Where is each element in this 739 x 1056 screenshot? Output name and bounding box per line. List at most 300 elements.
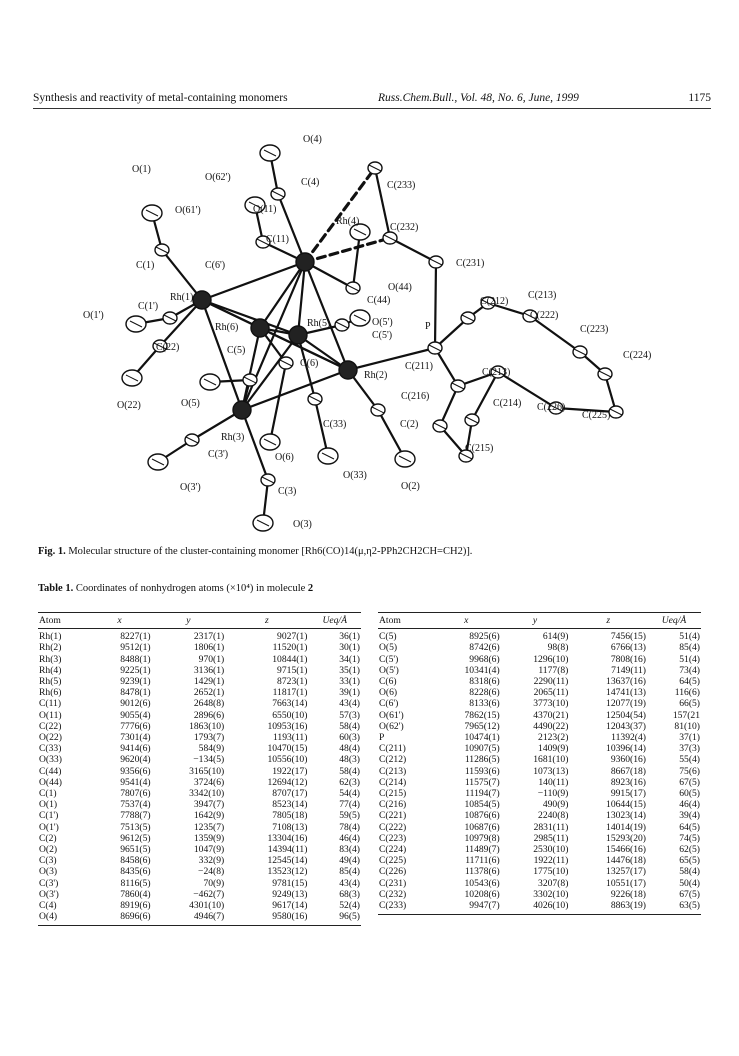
table-row bbox=[38, 642, 361, 653]
table-row bbox=[38, 777, 361, 788]
cell-atom: O(44) bbox=[39, 776, 62, 788]
cell-ueq: 37(1) bbox=[679, 732, 700, 744]
cell-y: 4490(22) bbox=[533, 720, 569, 732]
cell-ueq: 96(5) bbox=[339, 911, 360, 923]
figure-caption-text: Molecular structure of the cluster-containing monomer [Rh6(CO)14(μ,η2-PPh2CH2CH=CH2)]. bbox=[68, 546, 473, 557]
cell-y: 2652(1) bbox=[193, 687, 225, 699]
atom-label: O(2) bbox=[401, 481, 420, 492]
cell-atom: O(5') bbox=[379, 664, 399, 676]
cell-z: 10551(17) bbox=[606, 877, 646, 889]
cell-ueq: 65(5) bbox=[679, 855, 700, 867]
table-row bbox=[378, 822, 701, 833]
table-row bbox=[378, 866, 701, 877]
table-row bbox=[38, 866, 361, 877]
cell-ueq: 39(1) bbox=[339, 687, 360, 699]
atom-label: O(3') bbox=[180, 482, 201, 493]
cell-y: 1681(10) bbox=[533, 754, 569, 766]
cell-y: 98(8) bbox=[547, 642, 569, 654]
cell-x: 9512(1) bbox=[120, 642, 151, 654]
atom-label: Rh(4) bbox=[336, 216, 360, 227]
cell-ueq: 30(1) bbox=[339, 642, 360, 654]
cell-ueq: 49(4) bbox=[339, 855, 360, 867]
cell-ueq: 60(3) bbox=[339, 732, 360, 744]
cell-x: 11711(6) bbox=[465, 855, 500, 867]
molecular-structure-figure bbox=[60, 120, 680, 540]
cell-ueq: 75(6) bbox=[679, 765, 700, 777]
cell-z: 9027(1) bbox=[277, 631, 308, 643]
cell-x: 8435(6) bbox=[120, 866, 151, 878]
atom-label: C(6') bbox=[205, 260, 226, 271]
cell-atom: C(3') bbox=[39, 877, 59, 889]
cell-z: 12545(14) bbox=[267, 855, 308, 867]
cell-x: 7513(5) bbox=[120, 821, 151, 833]
cell-y: 1793(7) bbox=[193, 732, 225, 744]
table-row bbox=[378, 878, 701, 889]
rh-atom-ellipsoid bbox=[233, 401, 251, 419]
cell-ueq: 67(5) bbox=[679, 888, 700, 900]
cell-z: 1922(17) bbox=[272, 765, 308, 777]
atom-label: O(6) bbox=[275, 452, 294, 463]
cell-atom: C(231) bbox=[379, 877, 407, 889]
cell-ueq: 48(4) bbox=[339, 743, 360, 755]
cell-x: 8458(6) bbox=[120, 855, 151, 867]
cell-y: 1047(9) bbox=[193, 844, 225, 856]
figure-caption bbox=[38, 546, 472, 557]
cell-x: 7776(6) bbox=[120, 720, 151, 732]
atom-label: C(226) bbox=[537, 402, 566, 413]
bond-line bbox=[375, 168, 390, 238]
col-ueq: Ueq/Å bbox=[308, 613, 361, 629]
atom-label: C(5') bbox=[372, 330, 393, 341]
cell-x: 7301(4) bbox=[120, 732, 151, 744]
cell-z: 10556(10) bbox=[267, 754, 308, 766]
cell-x: 10543(6) bbox=[464, 877, 500, 889]
cell-y: 4026(10) bbox=[533, 900, 569, 912]
cell-z: 14014(19) bbox=[606, 821, 646, 833]
cell-ueq: 116(6) bbox=[674, 687, 700, 699]
cell-x: 8478(1) bbox=[120, 687, 151, 699]
bond-line bbox=[435, 262, 436, 348]
cell-atom: Rh(2) bbox=[39, 642, 62, 654]
coordinates-table-left bbox=[38, 612, 361, 926]
cell-y: 1922(11) bbox=[533, 855, 569, 867]
cell-ueq: 73(4) bbox=[679, 664, 700, 676]
cell-ueq: 68(3) bbox=[339, 888, 360, 900]
cell-z: 6766(13) bbox=[610, 642, 646, 654]
cell-x: 9651(5) bbox=[120, 844, 151, 856]
atom-label: C(214) bbox=[493, 398, 522, 409]
cell-atom: C(216) bbox=[379, 799, 407, 811]
cell-y: 3724(6) bbox=[193, 776, 225, 788]
bond-line bbox=[390, 238, 436, 262]
cell-atom: O(5) bbox=[379, 642, 398, 654]
cell-atom: C(232) bbox=[379, 888, 407, 900]
cell-ueq: 74(5) bbox=[679, 832, 700, 844]
cell-atom: Rh(4) bbox=[39, 664, 62, 676]
cell-y: 1775(10) bbox=[533, 866, 569, 878]
cell-y: 1235(7) bbox=[193, 821, 225, 833]
cell-x: 9612(5) bbox=[120, 832, 151, 844]
table-row bbox=[378, 676, 701, 687]
header-section-title: Synthesis and reactivity of metal-containing monomers bbox=[33, 92, 288, 104]
cell-z: 9915(17) bbox=[610, 788, 646, 800]
atom-label: C(224) bbox=[623, 350, 652, 361]
cell-atom: O(4) bbox=[39, 911, 58, 923]
cell-atom: C(226) bbox=[379, 866, 407, 878]
bond-line bbox=[260, 262, 305, 328]
atom-label: P bbox=[425, 321, 431, 332]
atom-label: Rh(2) bbox=[364, 370, 388, 381]
cell-y: 1177(8) bbox=[538, 664, 569, 676]
table-row bbox=[38, 810, 361, 821]
cell-ueq: 58(4) bbox=[679, 866, 700, 878]
cell-x: 9356(6) bbox=[120, 765, 151, 777]
cell-z: 8523(14) bbox=[272, 799, 308, 811]
cell-atom: C(3) bbox=[39, 855, 57, 867]
cell-ueq: 62(3) bbox=[339, 776, 360, 788]
cell-x: 10474(1) bbox=[464, 732, 500, 744]
cell-x: 10208(6) bbox=[464, 888, 500, 900]
table-caption-ref: 2 bbox=[307, 583, 314, 594]
atom-label: O(44) bbox=[388, 282, 412, 293]
atom-label: C(222) bbox=[530, 310, 559, 321]
cell-x: 7860(4) bbox=[120, 888, 151, 900]
cell-z: 15293(20) bbox=[606, 832, 646, 844]
cell-z: 7808(16) bbox=[610, 653, 646, 665]
cell-x: 8318(6) bbox=[469, 676, 500, 688]
col-x: x bbox=[432, 613, 501, 629]
cell-z: 13523(12) bbox=[267, 866, 308, 878]
cell-z: 8723(1) bbox=[277, 676, 308, 688]
cell-atom: C(44) bbox=[39, 765, 62, 777]
table-row bbox=[378, 629, 701, 643]
cell-ueq: 81(10) bbox=[674, 720, 700, 732]
cell-ueq: 46(4) bbox=[679, 799, 700, 811]
col-z: z bbox=[225, 613, 308, 629]
cell-z: 10396(14) bbox=[606, 743, 646, 755]
table-row bbox=[378, 754, 701, 765]
cell-y: 584(9) bbox=[198, 743, 225, 755]
table-row bbox=[38, 743, 361, 754]
cell-ueq: 85(4) bbox=[679, 642, 700, 654]
atom-label: O(5') bbox=[372, 317, 393, 328]
cell-z: 8923(16) bbox=[610, 776, 646, 788]
table-row bbox=[378, 642, 701, 653]
cell-y: 2123(2) bbox=[538, 732, 569, 744]
cell-x: 7807(6) bbox=[120, 788, 151, 800]
cell-y: 332(9) bbox=[198, 855, 225, 867]
cell-z: 8667(18) bbox=[610, 765, 646, 777]
cell-y: 3773(10) bbox=[533, 698, 569, 710]
table-row bbox=[378, 889, 701, 900]
cell-z: 15466(16) bbox=[606, 844, 646, 856]
table-row bbox=[378, 844, 701, 855]
col-ueq: Ueq/Å bbox=[647, 613, 701, 629]
cell-z: 7663(14) bbox=[272, 698, 308, 710]
cell-z: 10953(16) bbox=[267, 720, 308, 732]
atom-label: C(2) bbox=[400, 419, 419, 430]
cell-atom: C(1) bbox=[39, 788, 57, 800]
cell-ueq: 83(4) bbox=[339, 844, 360, 856]
atom-label: C(216) bbox=[401, 391, 430, 402]
cell-ueq: 46(4) bbox=[339, 832, 360, 844]
cell-z: 9226(18) bbox=[610, 888, 646, 900]
cell-z: 7456(15) bbox=[610, 631, 646, 643]
cell-atom: C(2) bbox=[39, 832, 57, 844]
table-row bbox=[378, 698, 701, 709]
table-row bbox=[378, 687, 701, 698]
cell-x: 7965(12) bbox=[464, 720, 500, 732]
atom-label: C(212) bbox=[480, 296, 509, 307]
cell-atom: C(6) bbox=[379, 676, 397, 688]
cell-x: 7862(15) bbox=[464, 709, 500, 721]
cell-ueq: 36(1) bbox=[339, 631, 360, 643]
table-row bbox=[38, 889, 361, 900]
table-row bbox=[378, 833, 701, 844]
cell-ueq: 51(4) bbox=[679, 653, 700, 665]
cell-atom: O(6) bbox=[379, 687, 398, 699]
table-header-row bbox=[38, 613, 361, 629]
cell-y: 2530(10) bbox=[533, 844, 569, 856]
cell-atom: C(6') bbox=[379, 698, 399, 710]
cell-atom: C(224) bbox=[379, 844, 407, 856]
cell-x: 8227(1) bbox=[120, 631, 151, 643]
cell-x: 9055(4) bbox=[120, 709, 151, 721]
atom-label: C(232) bbox=[390, 222, 419, 233]
cell-x: 8116(5) bbox=[120, 877, 151, 889]
cell-y: 1642(9) bbox=[193, 810, 225, 822]
cell-ueq: 43(4) bbox=[339, 877, 360, 889]
cell-ueq: 59(5) bbox=[339, 810, 360, 822]
cell-y: 3165(10) bbox=[189, 765, 225, 777]
cell-ueq: 58(4) bbox=[339, 720, 360, 732]
atom-label: C(44) bbox=[367, 295, 391, 306]
table-row bbox=[378, 900, 701, 911]
cell-y: −110(9) bbox=[537, 788, 569, 800]
cell-atom: O(3) bbox=[39, 866, 58, 878]
cell-y: −462(7) bbox=[193, 888, 225, 900]
atom-label: Rh(1) bbox=[170, 292, 194, 303]
cell-z: 1193(11) bbox=[272, 732, 308, 744]
cell-z: 10844(1) bbox=[272, 653, 308, 665]
cell-ueq: 157(21 bbox=[672, 709, 700, 721]
table-row bbox=[38, 900, 361, 911]
cell-atom: O(22) bbox=[39, 732, 62, 744]
cell-ueq: 64(5) bbox=[679, 676, 700, 688]
cell-z: 11392(4) bbox=[611, 732, 646, 744]
cell-z: 9360(16) bbox=[610, 754, 646, 766]
cell-y: 2317(1) bbox=[193, 631, 225, 643]
cell-atom: C(11) bbox=[39, 698, 62, 710]
cell-x: 11378(6) bbox=[464, 866, 500, 878]
cell-x: 9541(4) bbox=[120, 776, 151, 788]
cell-ueq: 60(5) bbox=[679, 788, 700, 800]
cell-ueq: 78(4) bbox=[339, 821, 360, 833]
atom-label: C(22) bbox=[156, 342, 180, 353]
cell-atom: O(3') bbox=[39, 888, 59, 900]
cell-z: 7805(18) bbox=[272, 810, 308, 822]
cell-x: 10876(6) bbox=[464, 810, 500, 822]
cell-y: 2648(8) bbox=[193, 698, 225, 710]
atom-label: O(1') bbox=[83, 310, 104, 321]
table-header-row bbox=[378, 613, 701, 629]
running-header bbox=[33, 92, 711, 108]
cell-x: 8488(1) bbox=[120, 653, 151, 665]
cell-x: 11489(7) bbox=[464, 844, 500, 856]
cell-atom: C(5') bbox=[379, 653, 399, 665]
cell-z: 9580(16) bbox=[272, 911, 308, 923]
cell-z: 13637(16) bbox=[606, 676, 646, 688]
cell-y: 1806(1) bbox=[193, 642, 225, 654]
atom-label: C(3') bbox=[208, 449, 229, 460]
table-row bbox=[38, 766, 361, 777]
table-bottom-rule bbox=[378, 911, 701, 915]
cell-ueq: 67(5) bbox=[679, 776, 700, 788]
cell-ueq: 85(4) bbox=[339, 866, 360, 878]
cell-z: 10644(15) bbox=[606, 799, 646, 811]
cell-ueq: 54(4) bbox=[339, 788, 360, 800]
cell-x: 9968(6) bbox=[469, 653, 500, 665]
cell-y: 2240(8) bbox=[538, 810, 569, 822]
rh-atom-ellipsoid bbox=[251, 319, 269, 337]
table-row bbox=[38, 822, 361, 833]
table-row bbox=[378, 799, 701, 810]
cell-atom: O(33) bbox=[39, 754, 62, 766]
table-row bbox=[378, 777, 701, 788]
cell-ueq: 51(4) bbox=[679, 631, 700, 643]
cell-ueq: 33(1) bbox=[339, 676, 360, 688]
cell-ueq: 58(4) bbox=[339, 765, 360, 777]
cell-atom: C(5) bbox=[379, 631, 397, 643]
table-row bbox=[38, 878, 361, 889]
atom-label: O(3) bbox=[293, 519, 312, 530]
cell-ueq: 77(4) bbox=[339, 799, 360, 811]
cell-y: 2065(11) bbox=[533, 687, 569, 699]
atom-label: C(223) bbox=[580, 324, 609, 335]
cell-atom: C(221) bbox=[379, 810, 407, 822]
atom-label: O(62') bbox=[205, 172, 231, 183]
cell-z: 8707(17) bbox=[272, 788, 308, 800]
cell-z: 9249(13) bbox=[272, 888, 308, 900]
table-row bbox=[38, 855, 361, 866]
atom-label: O(33) bbox=[343, 470, 367, 481]
table-row bbox=[38, 844, 361, 855]
cell-y: 140(11) bbox=[538, 776, 569, 788]
cell-y: 3302(10) bbox=[533, 888, 569, 900]
atom-label: C(4) bbox=[301, 177, 320, 188]
cell-atom: C(213) bbox=[379, 765, 407, 777]
cell-x: 11593(6) bbox=[464, 765, 500, 777]
cell-z: 9617(14) bbox=[272, 900, 308, 912]
atom-label: C(33) bbox=[323, 419, 347, 430]
cell-ueq: 39(4) bbox=[679, 810, 700, 822]
table-row bbox=[378, 710, 701, 721]
table-row bbox=[378, 766, 701, 777]
cell-atom: C(211) bbox=[379, 743, 406, 755]
cell-z: 10470(15) bbox=[267, 743, 308, 755]
cell-ueq: 52(4) bbox=[339, 900, 360, 912]
dashed-bond-line bbox=[305, 238, 390, 262]
cell-atom: O(11) bbox=[39, 709, 62, 721]
cell-x: 9012(6) bbox=[120, 698, 151, 710]
molecular-structure-drawing bbox=[60, 120, 680, 540]
cell-ueq: 63(5) bbox=[679, 900, 700, 912]
table-row bbox=[38, 654, 361, 665]
atom-label: O(22) bbox=[117, 400, 141, 411]
cell-ueq: 35(1) bbox=[339, 664, 360, 676]
cell-atom: C(233) bbox=[379, 900, 407, 912]
rh-atom-ellipsoid bbox=[339, 361, 357, 379]
cell-z: 9715(1) bbox=[277, 664, 308, 676]
cell-z: 14394(11) bbox=[267, 844, 308, 856]
cell-atom: Rh(1) bbox=[39, 631, 62, 643]
cell-atom: C(33) bbox=[39, 743, 62, 755]
cell-ueq: 66(5) bbox=[679, 698, 700, 710]
col-z: z bbox=[569, 613, 647, 629]
col-x: x bbox=[87, 613, 151, 629]
cell-x: 10979(8) bbox=[464, 832, 500, 844]
cell-x: 10907(5) bbox=[464, 743, 500, 755]
atom-label: C(11) bbox=[266, 234, 289, 245]
cell-y: 2290(11) bbox=[533, 676, 569, 688]
cell-x: 8228(6) bbox=[469, 687, 500, 699]
cell-x: 8925(6) bbox=[469, 631, 500, 643]
cell-atom: O(1') bbox=[39, 821, 59, 833]
cell-x: 9620(4) bbox=[120, 754, 151, 766]
table-row bbox=[378, 743, 701, 754]
cell-ueq: 48(3) bbox=[339, 754, 360, 766]
cell-x: 8742(6) bbox=[469, 642, 500, 654]
table-row bbox=[38, 665, 361, 676]
table-caption-label: Table 1. bbox=[38, 583, 74, 594]
cell-y: 3342(10) bbox=[189, 788, 225, 800]
atom-label: O(1) bbox=[132, 164, 151, 175]
cell-x: 11286(5) bbox=[464, 754, 500, 766]
cell-y: 3947(7) bbox=[193, 799, 225, 811]
cell-x: 10687(6) bbox=[464, 821, 500, 833]
cell-atom: C(4) bbox=[39, 900, 57, 912]
cell-y: 4301(10) bbox=[189, 900, 225, 912]
cell-atom: C(214) bbox=[379, 776, 407, 788]
atom-label: C(5) bbox=[227, 345, 246, 356]
atom-label: C(231) bbox=[456, 258, 485, 269]
atom-label: C(215) bbox=[465, 443, 494, 454]
atom-label: O(5) bbox=[181, 398, 200, 409]
cell-ueq: 43(4) bbox=[339, 698, 360, 710]
atom-label: O(61') bbox=[175, 205, 201, 216]
cell-atom: C(225) bbox=[379, 855, 407, 867]
cell-y: 1073(13) bbox=[533, 765, 569, 777]
cell-ueq: 64(5) bbox=[679, 821, 700, 833]
cell-z: 12043(37) bbox=[606, 720, 646, 732]
cell-x: 8919(6) bbox=[120, 900, 151, 912]
header-journal-citation: Russ.Chem.Bull., Vol. 48, No. 6, June, 1999 bbox=[378, 92, 579, 104]
cell-y: 1409(9) bbox=[538, 743, 569, 755]
atom-label: O(4) bbox=[303, 134, 322, 145]
cell-x: 11194(7) bbox=[465, 788, 500, 800]
cell-atom: C(1') bbox=[39, 810, 59, 822]
cell-atom: C(223) bbox=[379, 832, 407, 844]
cell-z: 13257(17) bbox=[606, 866, 646, 878]
atom-label: C(6) bbox=[300, 358, 319, 369]
cell-y: 70(9) bbox=[203, 877, 225, 889]
cell-z: 11520(1) bbox=[272, 642, 308, 654]
cell-y: 4946(7) bbox=[193, 911, 225, 923]
cell-x: 8696(6) bbox=[120, 911, 151, 923]
table-row bbox=[38, 833, 361, 844]
cell-z: 12077(19) bbox=[606, 698, 646, 710]
table-row bbox=[38, 676, 361, 687]
